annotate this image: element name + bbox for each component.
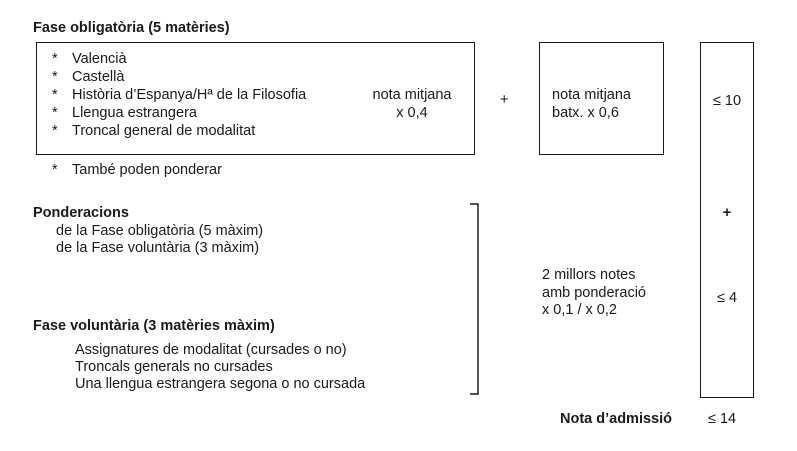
voluntary-item: Una llengua estrangera segona o no cursada	[75, 376, 366, 392]
admission-label: Nota d’admissió	[560, 411, 672, 427]
column-plus-sign: +	[722, 205, 732, 221]
voluntary-item: Assignatures de modalitat (cursades o no)	[75, 342, 347, 358]
subject-label: Castellà	[72, 69, 125, 85]
list-item: * Valencià	[52, 51, 127, 67]
subject-label: Llengua estrangera	[72, 105, 197, 121]
max-base-score: ≤ 10	[712, 93, 742, 109]
admission-value: ≤ 14	[708, 411, 737, 427]
list-item: * Llengua estrangera	[52, 105, 197, 121]
average-factor: x 0,4	[396, 105, 428, 121]
best-grades-factor: x 0,1 / x 0,2	[542, 302, 617, 318]
list-item: * Troncal general de modalitat	[52, 123, 256, 139]
list-item: * Història d’Espanya/Hª de la Filosofia	[52, 87, 307, 103]
mandatory-subject-list	[52, 50, 306, 140]
subject-label: Troncal general de modalitat	[72, 123, 256, 139]
weightings-title: Ponderacions	[33, 205, 129, 221]
subject-label: Valencià	[72, 51, 127, 67]
max-extra-score: ≤ 4	[716, 290, 738, 306]
best-grades-line2: amb ponderació	[542, 285, 646, 301]
bachillerato-average-label: nota mitjana	[552, 87, 631, 103]
voluntary-item: Troncals generals no cursades	[75, 359, 273, 375]
best-grades-line1: 2 millors notes	[542, 267, 636, 283]
list-item: * Castellà	[52, 69, 125, 85]
weightings-mandatory: de la Fase obligatòria (5 màxim)	[56, 223, 264, 239]
bachillerato-factor: batx. x 0,6	[552, 105, 619, 121]
mandatory-phase-title: Fase obligatòria (5 matèries)	[33, 20, 230, 36]
weightings-voluntary: de la Fase voluntària (3 màxim)	[56, 240, 260, 256]
plus-sign: +	[500, 92, 509, 108]
also-weight-note: * També poden ponderar	[52, 162, 222, 178]
subject-label: Història d’Espanya/Hª de la Filosofia	[72, 87, 307, 103]
grouping-bracket	[468, 203, 482, 395]
average-label: nota mitjana	[372, 87, 452, 103]
voluntary-phase-title: Fase voluntària (3 matèries màxim)	[33, 318, 275, 334]
